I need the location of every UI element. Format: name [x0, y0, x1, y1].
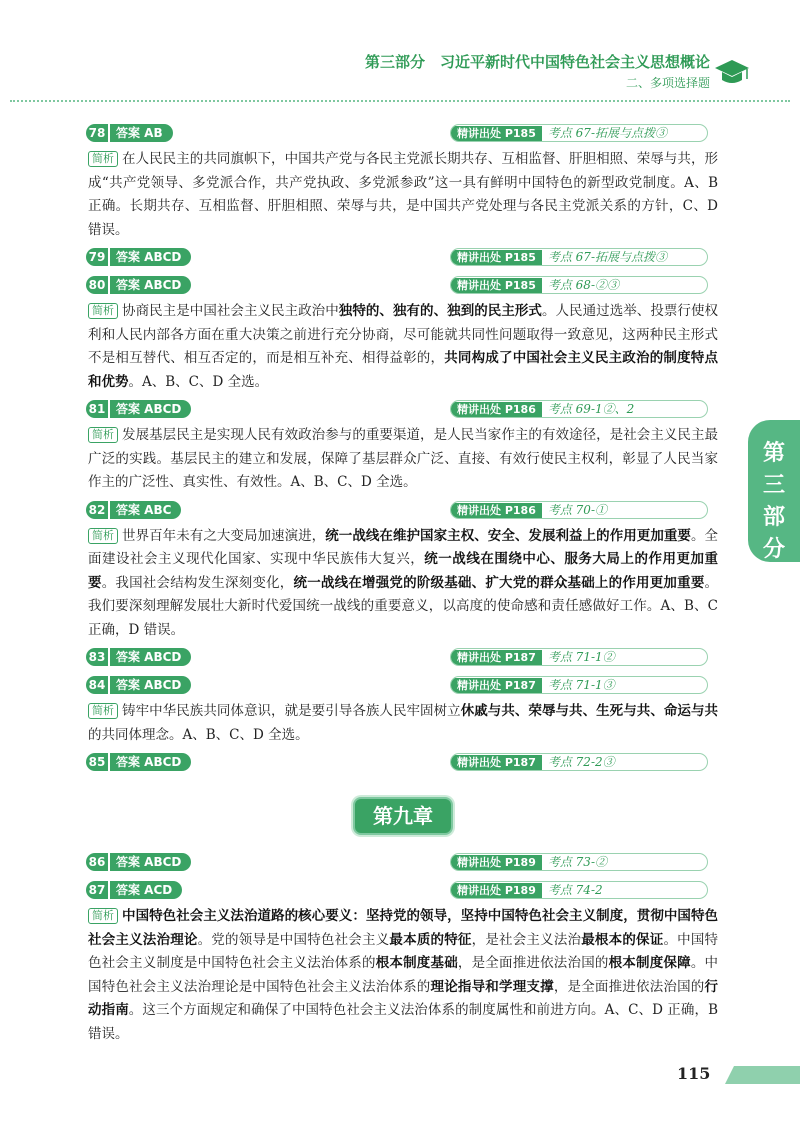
source-label: 精讲出处 P187 — [451, 678, 542, 694]
analysis-paragraph — [88, 905, 718, 1046]
exam-point: 考点 68-②③ — [547, 278, 619, 292]
reference-box — [450, 501, 708, 519]
analysis-paragraph — [88, 300, 718, 394]
answer-badge: 答案 ACD — [110, 881, 182, 899]
analysis-emphasis: 统一战线在围绕中心、服务大局上的作用更加重要 — [88, 551, 719, 591]
reference-box — [450, 853, 708, 871]
source-label: 精讲出处 P185 — [451, 250, 542, 266]
analysis-text: ，是全面推进依法治国的 — [553, 978, 705, 995]
reference-box — [450, 248, 708, 266]
answer-row — [88, 751, 718, 775]
analysis-text: 。这三个方面规定和确保了中国特色社会主义法治体系的制度属性和前进方向。A、C、D 正确，B 错误。 — [88, 1002, 718, 1042]
question-number: 84 — [86, 676, 108, 694]
answer-badge: 答案 ABCD — [110, 753, 191, 771]
question-number: 85 — [86, 753, 108, 771]
source-label: 精讲出处 P185 — [451, 126, 542, 142]
answer-badge: 答案 ABCD — [110, 648, 191, 666]
answer-row — [88, 646, 718, 670]
exam-point: 考点 71-1③ — [547, 678, 615, 692]
analysis-paragraph — [88, 525, 718, 643]
question-number: 82 — [86, 501, 108, 519]
answer-badge: 答案 ABCD — [110, 400, 191, 418]
analysis-text: 世界百年未有之大变局加速演进， — [122, 527, 326, 544]
analysis-text: 发展基层民主是实现人民有效政治参与的重要渠道，是人民当家作主的有效途径，是社会主义民主最广泛的实践。基层民主的建立和发展，保障了基层群众广泛、直接、有效行使民主权利，彰显了人民当家作主的广泛性、真实性、有效性。A、B、C、D 全选。 — [88, 427, 718, 490]
answer-row — [88, 246, 718, 270]
reference-box — [450, 753, 708, 771]
page-number: 115 — [677, 1064, 711, 1083]
analysis-text: 在人民民主的共同旗帜下，中国共产党与各民主党派长期共存、互相监督、肝胆相照、荣辱与共，形成“共产党领导、多党派合作，共产党执政、多党派参政”这一具有鲜明中国特色的新型政党制度。A、B 正确。长期共存、互相监督、肝胆相照、荣辱与共，是中国共产党处理与各民主党派关系的方针，C、D 错误。 — [88, 151, 718, 238]
exam-point: 考点 67-拓展与点拨③ — [547, 126, 667, 140]
answer-badge: 答案 ABC — [110, 501, 181, 519]
analysis-text: 铸牢中华民族共同体意识，就是要引导各族人民牢固树立 — [122, 703, 461, 719]
source-label: 精讲出处 P187 — [451, 650, 542, 666]
source-label: 精讲出处 P189 — [451, 855, 542, 871]
analysis-tag: 简析 — [88, 427, 118, 443]
answer-badge: 答案 ABCD — [110, 853, 191, 871]
analysis-text: ，是全面推进依法治国的 — [457, 955, 609, 971]
source-label: 精讲出处 P189 — [451, 883, 542, 899]
answer-badge: 答案 ABCD — [110, 248, 191, 266]
header-divider — [10, 100, 790, 102]
analysis-text: 。全面建设社会主义现代化国家、实现中华民族伟大复兴， — [88, 527, 719, 567]
exam-point: 考点 70-① — [547, 502, 607, 517]
source-label: 精讲出处 P186 — [451, 503, 542, 519]
footer-accent-bar — [725, 1066, 800, 1084]
analysis-tag: 简析 — [88, 703, 118, 719]
analysis-tag: 简析 — [88, 303, 118, 319]
source-label: 精讲出处 P185 — [451, 278, 542, 294]
exam-point: 考点 73-② — [547, 855, 607, 869]
exam-point: 考点 67-拓展与点拨③ — [547, 250, 667, 264]
analysis-emphasis: 独特的、独有的、独到的民主形式 — [338, 303, 542, 319]
analysis-text: 。我国社会结构发生深刻变化， — [101, 574, 294, 591]
analysis-text: ，是社会主义法治 — [471, 931, 582, 948]
answer-row — [88, 499, 718, 523]
reference-box — [450, 400, 708, 418]
analysis-text: 。党的领导是中国特色社会主义 — [197, 931, 390, 948]
analysis-paragraph — [88, 700, 718, 747]
answer-list — [88, 118, 718, 1050]
answer-row — [88, 674, 718, 698]
question-number: 79 — [86, 248, 108, 266]
source-label: 精讲出处 P187 — [451, 755, 542, 771]
reference-box — [450, 648, 708, 666]
question-number: 80 — [86, 276, 108, 294]
exam-point: 考点 74-2 — [547, 883, 603, 897]
chapter-heading — [88, 797, 718, 831]
reference-box — [450, 276, 708, 294]
exam-point: 考点 72-2③ — [547, 755, 615, 769]
page-header — [0, 0, 800, 105]
chapter-title: 第九章 — [353, 797, 453, 835]
side-section-tab — [748, 420, 800, 562]
answer-badge: 答案 AB — [110, 124, 173, 142]
header-section-title: 二、多项选择题 — [625, 76, 710, 90]
header-part-title: 第三部分 习近平新时代中国特色社会主义思想概论 — [364, 53, 710, 71]
analysis-emphasis: 休戚与共、荣辱与共、生死与共、命运与共 — [460, 703, 719, 719]
side-tab-label: 第三部分 — [762, 441, 785, 562]
answer-row — [88, 274, 718, 298]
reference-box — [450, 881, 708, 899]
answer-row — [88, 122, 718, 146]
exam-point: 考点 69-1②、2 — [547, 402, 635, 416]
analysis-tag: 简析 — [88, 151, 118, 167]
analysis-paragraph — [88, 424, 718, 495]
question-number: 86 — [86, 853, 108, 871]
question-number: 87 — [86, 881, 108, 899]
analysis-text: 。中国特色社会主义法治理论是中国特色社会主义法治体系的 — [88, 955, 719, 995]
analysis-emphasis: 根本制度基础 — [375, 955, 458, 971]
analysis-emphasis: 统一战线在维护国家主权、安全、发展利益上的作用更加重要 — [325, 527, 691, 544]
analysis-text: 。我们要深刻理解发展壮大新时代爱国统一战线的重要意义，以高度的使命感和责任感做好工作。A、B、C 正确，D 错误。 — [88, 574, 719, 638]
analysis-emphasis: 最根本的保证 — [581, 931, 664, 948]
graduation-cap-icon — [714, 58, 750, 86]
reference-box — [450, 124, 708, 142]
question-number: 83 — [86, 648, 108, 666]
answer-badge: 答案 ABCD — [110, 276, 191, 294]
analysis-tag: 简析 — [88, 908, 118, 924]
analysis-paragraph — [88, 148, 718, 242]
analysis-emphasis: 统一战线在增强党的阶级基础、扩大党的群众基础上的作用更加重要 — [293, 574, 705, 591]
analysis-text: 协商民主是中国社会主义民主政治中 — [122, 303, 339, 319]
source-label: 精讲出处 P186 — [451, 402, 542, 418]
analysis-emphasis: 最本质的特征 — [389, 931, 472, 948]
analysis-emphasis: 理论指导和学理支撑 — [430, 978, 554, 995]
question-number: 78 — [86, 124, 108, 142]
analysis-tag: 简析 — [88, 528, 118, 544]
analysis-text: 。A、B、C、D 全选。 — [128, 373, 269, 390]
reference-box — [450, 676, 708, 694]
analysis-emphasis: 行动指南 — [88, 978, 719, 1018]
answer-row — [88, 851, 718, 875]
exam-point: 考点 71-1② — [547, 650, 615, 664]
analysis-emphasis: 根本制度保障 — [608, 955, 691, 971]
answer-badge: 答案 ABCD — [110, 676, 191, 694]
answer-row — [88, 398, 718, 422]
analysis-emphasis: 共同构成了中国社会主义民主政治的制度特点和优势 — [88, 350, 719, 390]
analysis-text: 。人民通过选举、投票行使权利和人民内部各方面在重大决策之前进行充分协商，尽可能就共同性问题取得一致意见，这两种民主形式不是相互替代、相互否定的，而是相互补充、相得益彰的， — [88, 303, 719, 366]
analysis-text: 。中国特色社会主义制度是中国特色社会主义法治体系的 — [88, 931, 719, 971]
analysis-text: 的共同体理念。A、B、C、D 全选。 — [88, 726, 309, 743]
answer-row — [88, 879, 718, 903]
analysis-emphasis: 中国特色社会主义法治道路的核心要义：坚持党的领导，坚持中国特色社会主义制度，贯彻中国特色社会主义法治理论 — [88, 908, 718, 948]
question-number: 81 — [86, 400, 108, 418]
